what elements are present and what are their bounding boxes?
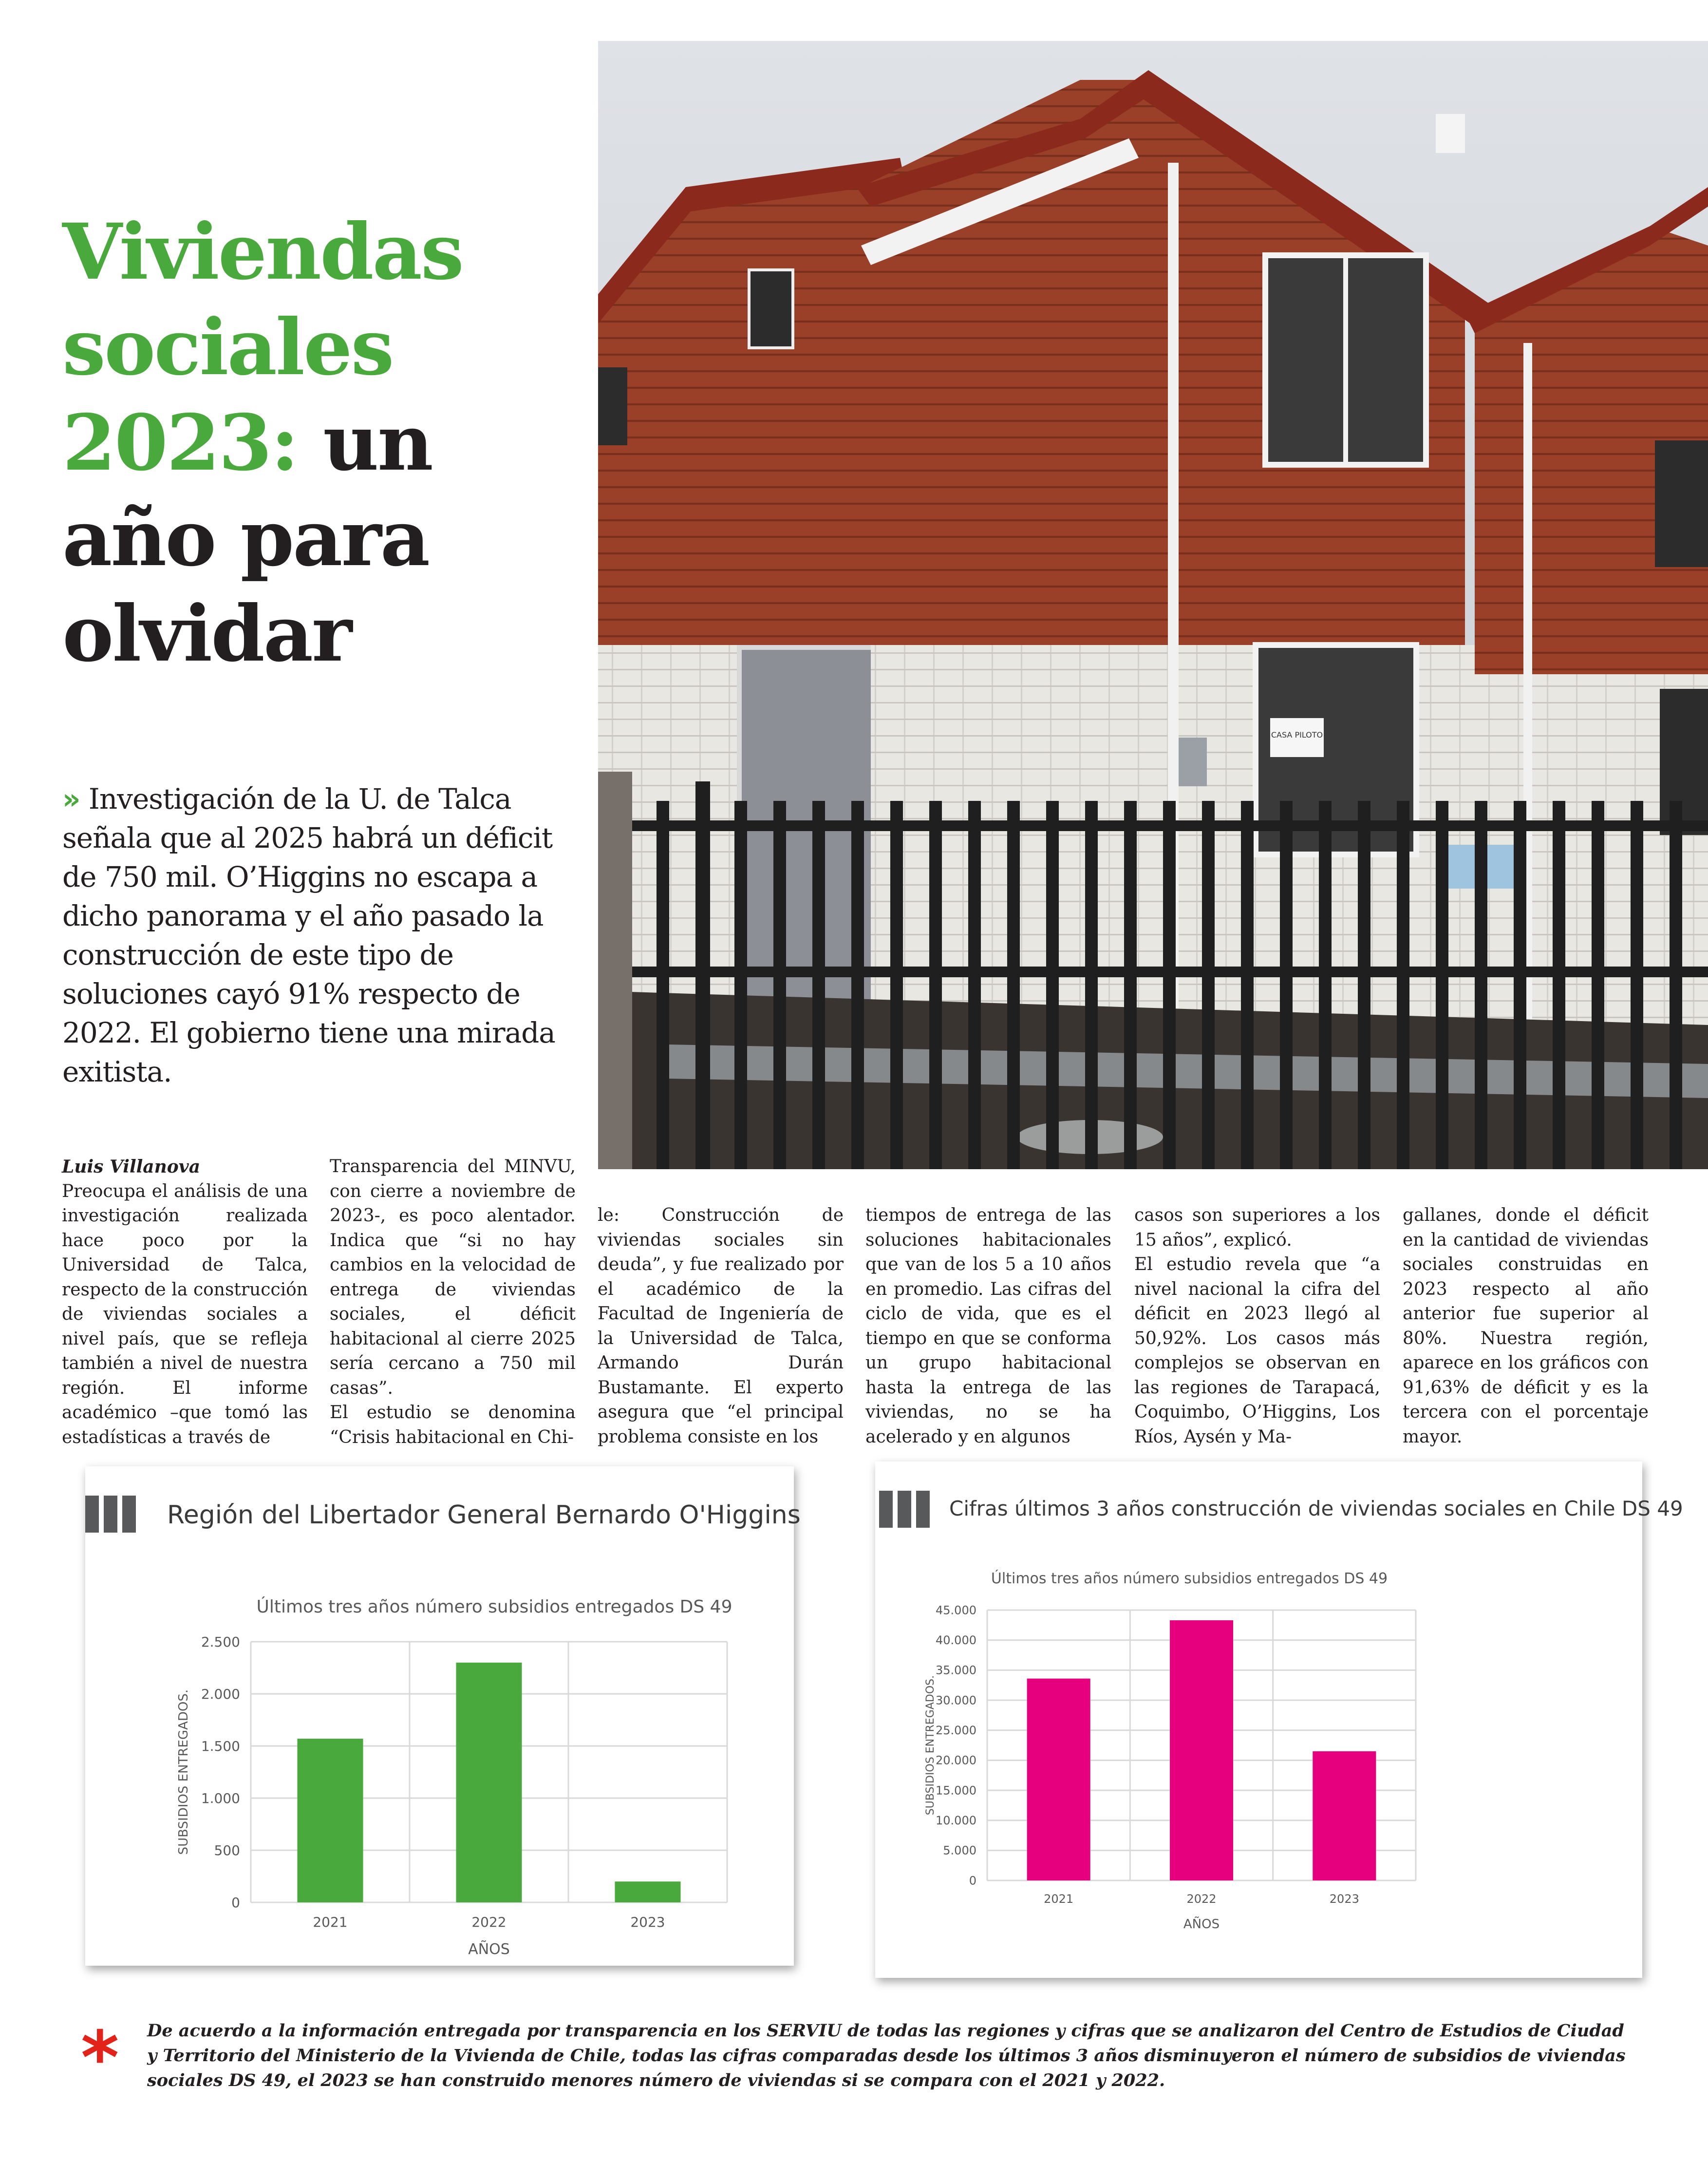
chart-title: Últimos tres años número subsidios entregados DS 49 xyxy=(991,1570,1388,1587)
y-tick-label: 10.000 xyxy=(936,1814,976,1828)
card-title: Cifras últimos 3 años construcción de viviendas sociales en Chile DS 49 xyxy=(949,1497,1683,1520)
y-tick-label: 15.000 xyxy=(936,1784,976,1798)
y-tick-label: 40.000 xyxy=(936,1633,976,1648)
article-column-6 xyxy=(1403,1203,1649,1449)
chevron-right-icon: » xyxy=(62,782,80,816)
article-column-5 xyxy=(1134,1203,1380,1449)
headline-green: Viviendas sociales 2023: xyxy=(62,207,463,488)
asterisk-icon: * xyxy=(81,2016,119,2101)
lead-paragraph xyxy=(62,779,588,1091)
article-text: El estudio revela que “a nivel nacional la cifra del déficit en 2023 llegó al 50,92%. Los casos más complejos se observan en las regiones de Tarapacá, Coquimbo, O’Higgins, Los Ríos, Aysén y Ma- xyxy=(1134,1254,1380,1447)
houses-photo xyxy=(598,41,1708,1169)
bar-2022 xyxy=(456,1663,522,1902)
card-title: Región del Libertador General Bernardo O'Higgins xyxy=(167,1500,801,1530)
chart-ohiggins xyxy=(85,1466,794,1966)
headline xyxy=(62,205,579,682)
x-axis-label: AÑOS xyxy=(468,1941,510,1958)
article-text: Preocupa el análisis de una investigación realizada hace poco por la Universidad de Talca, respecto de la construcción de viviendas sociales a nivel país, que se refleja también a nivel de nuestra región. El informe académico –que tomó las estadísticas a través de xyxy=(62,1181,308,1447)
bar-2021 xyxy=(1027,1679,1090,1880)
article-text: casos son superiores a los 15 años”, explicó. xyxy=(1134,1205,1380,1250)
chart-card-ohiggins xyxy=(85,1466,801,1966)
article-text: tiempos de entrega de las soluciones habitacionales que van de los 5 a 10 años en promedio. Las cifras del ciclo de vida, que es el tiempo en que se conforma un grupo habitacional hasta la entrega de las viviendas, no se ha acelerado y en algunos xyxy=(865,1205,1111,1447)
chart-chile xyxy=(875,1461,1642,1978)
byline: Luis Villanova xyxy=(62,1157,201,1177)
y-tick-label: 2.000 xyxy=(201,1686,240,1702)
plaque-text: CASA PILOTO xyxy=(1271,730,1323,740)
bar-2023 xyxy=(615,1881,681,1902)
chart-title: Últimos tres años número subsidios entregados DS 49 xyxy=(256,1597,732,1617)
article-column-2 xyxy=(330,1155,576,1450)
y-axis-label: SUBSIDIOS ENTREGADOS. xyxy=(924,1675,937,1816)
y-tick-label: 0 xyxy=(231,1894,240,1911)
bar-2022 xyxy=(1170,1620,1233,1880)
x-axis-label: AÑOS xyxy=(1183,1917,1220,1932)
x-tick-label: 2022 xyxy=(471,1914,507,1930)
y-tick-label: 20.000 xyxy=(936,1753,976,1767)
y-tick-label: 45.000 xyxy=(936,1603,976,1617)
y-axis-label: SUBSIDIOS ENTREGADOS. xyxy=(176,1689,191,1855)
article-text: le: Construcción de viviendas sociales sin deuda”, y fue realizado por el académico de la Facultad de Ingeniería de la Universidad de Talca, Armando Durán Bustamante. El experto asegura que “el principal problema consiste en los xyxy=(598,1205,844,1447)
x-tick-label: 2022 xyxy=(1186,1892,1217,1906)
bar-2021 xyxy=(298,1739,363,1902)
houses-illustration xyxy=(598,41,1708,1169)
x-tick-label: 2021 xyxy=(313,1914,348,1930)
chart-card-chile xyxy=(875,1461,1683,1978)
x-tick-label: 2021 xyxy=(1044,1892,1074,1906)
x-tick-label: 2023 xyxy=(630,1914,665,1930)
y-tick-label: 5.000 xyxy=(943,1843,976,1858)
article-text: gallanes, donde el déficit en la cantidad de viviendas sociales construidas en 2023 respecto al año anterior fue superior al 80%. Nuestra región, aparece en los gráficos con 91,63% de déficit y es la tercera con el porcentaje mayor. xyxy=(1403,1205,1649,1447)
y-tick-label: 2.500 xyxy=(201,1633,240,1650)
y-tick-label: 1.000 xyxy=(201,1790,240,1806)
article-text: El estudio se denomina “Crisis habitacional en Chi- xyxy=(330,1403,576,1447)
y-tick-label: 0 xyxy=(969,1874,976,1888)
article-column-1 xyxy=(62,1155,308,1450)
y-tick-label: 500 xyxy=(214,1842,240,1859)
bar-2023 xyxy=(1313,1751,1376,1880)
x-tick-label: 2023 xyxy=(1329,1892,1359,1906)
article-text: Transparencia del MINVU, con cierre a noviembre de 2023-, es poco alentador. Indica que “si no hay cambios en la velocidad de entrega de viviendas sociales, el déficit habitacional al cierre 2025 sería cercano a 750 mil casas”. xyxy=(330,1157,576,1398)
y-tick-label: 1.500 xyxy=(201,1738,240,1754)
y-tick-label: 35.000 xyxy=(936,1663,976,1677)
lead-text: Investigación de la U. de Talca señala que al 2025 habrá un déficit de 750 mil. O’Higgins no escapa a dicho panorama y el año pasado la construcción de este tipo de soluciones cayó 91% respecto de 2022. El gobierno tiene una mirada exitista. xyxy=(62,782,555,1088)
y-tick-label: 25.000 xyxy=(936,1724,976,1738)
headline-black: un año para olvidar xyxy=(62,398,432,679)
footnote: De acuerdo a la información entregada por transparencia en los SERVIU de todas las regiones y cifras que se analizaron del Centro de Estudios de Ciudad y Territorio del Ministerio de la Vivienda de Chile, todas las cifras comparadas desde los últimos 3 años disminuyeron el número de subsidios de viviendas sociales DS 49, el 2023 se han construido menores número de viviendas si se compara con el 2021 y 2022. xyxy=(147,2021,1626,2090)
article-column-3 xyxy=(598,1203,844,1449)
y-tick-label: 30.000 xyxy=(936,1693,976,1708)
article-column-4 xyxy=(865,1203,1111,1449)
